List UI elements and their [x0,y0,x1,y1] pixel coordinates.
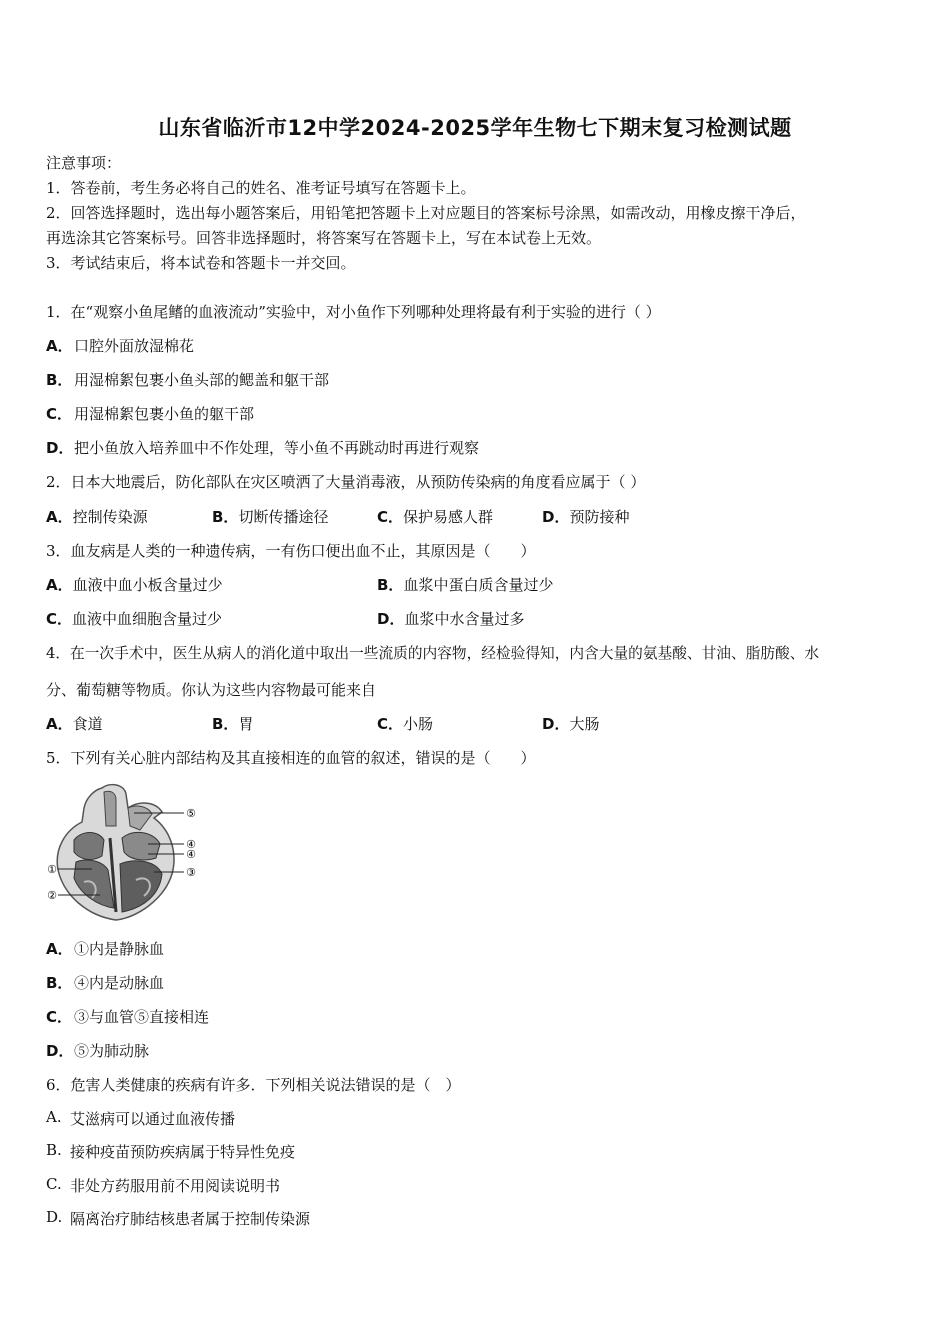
question-4-stem-cont: 分、葡萄糖等物质。你认为这些内容物最可能来自 [46,681,377,699]
notice-item: 3．考试结束后，将本试卷和答题卡一并交回。 [46,254,356,272]
notice-item: 1．答卷前，考生务必将自己的姓名、准考证号填写在答题卡上。 [46,179,476,197]
question-4-option-d[interactable]: D．大肠 [542,715,600,733]
option-label: A． [46,940,73,958]
diagram-label-1: ① [47,863,57,876]
option-text: 用湿棉絮包裹小鱼的躯干部 [74,405,255,423]
question-2-option-c[interactable]: C．保护易感人群 [377,508,494,526]
question-6-stem: 6．危害人类健康的疾病有许多．下列相关说法错误的是（ ） [46,1076,461,1094]
question-2-option-d[interactable]: D．预防接种 [542,508,630,526]
notice-heading: 注意事项： [46,154,122,172]
option-label: C． [46,1008,73,1026]
option-text: ③与血管⑤直接相连 [74,1008,210,1026]
option-text: 用湿棉絮包裹小鱼头部的鳃盖和躯干部 [74,371,330,389]
question-4-stem: 4．在一次手术中，医生从病人的消化道中取出一些流质的内容物，经检验得知，内含大量的氨基酸、甘油、脂肪酸、水 [46,645,820,662]
question-5-stem: 5．下列有关心脏内部结构及其直接相连的血管的叙述，错误的是（ ） [46,749,536,767]
diagram-label-3: ③ [186,866,196,879]
option-text: 接种疫苗预防疾病属于特异性免疫 [70,1143,296,1161]
diagram-label-4: ④ [186,838,196,851]
question-4-option-a[interactable]: A．食道 [46,715,103,733]
option-label: B. [46,1141,62,1159]
option-text: 艾滋病可以通过血液传播 [70,1110,236,1128]
question-2-stem: 2．日本大地震后，防化部队在灾区喷洒了大量消毒液，从预防传染病的角度看应属于（ ） [46,473,646,491]
diagram-label-2: ② [47,889,57,902]
diagram-label-5: ⑤ [186,807,196,820]
notice-item: 再选涂其它答案标号。回答非选择题时，将答案写在答题卡上，写在本试卷上无效。 [46,229,602,247]
diagram-label-4: ④ [186,848,196,861]
question-4-option-b[interactable]: B．胃 [212,715,254,733]
option-label: C． [46,405,73,423]
question-4-option-c[interactable]: C．小肠 [377,715,434,733]
question-3-option-c[interactable]: C．血液中血细胞含量过少 [46,610,223,628]
option-label: D． [46,439,74,457]
option-text: 隔离治疗肺结核患者属于控制传染源 [70,1210,311,1228]
option-label: A． [46,337,73,355]
option-label: D. [46,1208,63,1226]
option-label: D． [46,1042,74,1060]
question-3-option-d[interactable]: D．血浆中水含量过多 [377,610,525,628]
question-3-stem: 3．血友病是人类的一种遗传病，一有伤口便出血不止，其原因是（ ） [46,542,536,560]
option-label: B． [46,974,73,992]
heart-diagram [44,778,204,926]
page-title: 山东省临沂市12中学2024-2025学年生物七下期末复习检测试题 [158,116,792,140]
option-text: 非处方药服用前不用阅读说明书 [70,1177,281,1195]
option-label: C. [46,1175,62,1193]
option-text: 把小鱼放入培养皿中不作处理，等小鱼不再跳动时再进行观察 [74,439,480,457]
question-2-option-a[interactable]: A．控制传染源 [46,508,148,526]
option-label: A. [46,1108,62,1126]
option-text: ④内是动脉血 [74,974,165,992]
question-3-option-b[interactable]: B．血浆中蛋白质含量过少 [377,576,554,594]
question-2-option-b[interactable]: B．切断传播途径 [212,508,329,526]
notice-item: 2．回答选择题时，选出每小题答案后，用铅笔把答题卡上对应题目的答案标号涂黑，如需改动，用橡皮擦干净后， [46,204,806,222]
question-3-option-a[interactable]: A．血液中血小板含量过少 [46,576,223,594]
option-text: ①内是静脉血 [74,940,165,958]
option-label: B． [46,371,73,389]
option-text: ⑤为肺动脉 [74,1042,150,1060]
question-1-stem: 1．在“观察小鱼尾鳍的血液流动”实验中，对小鱼作下列哪种处理将最有利于实验的进行（ ） [46,303,661,321]
option-text: 口腔外面放湿棉花 [74,337,195,355]
